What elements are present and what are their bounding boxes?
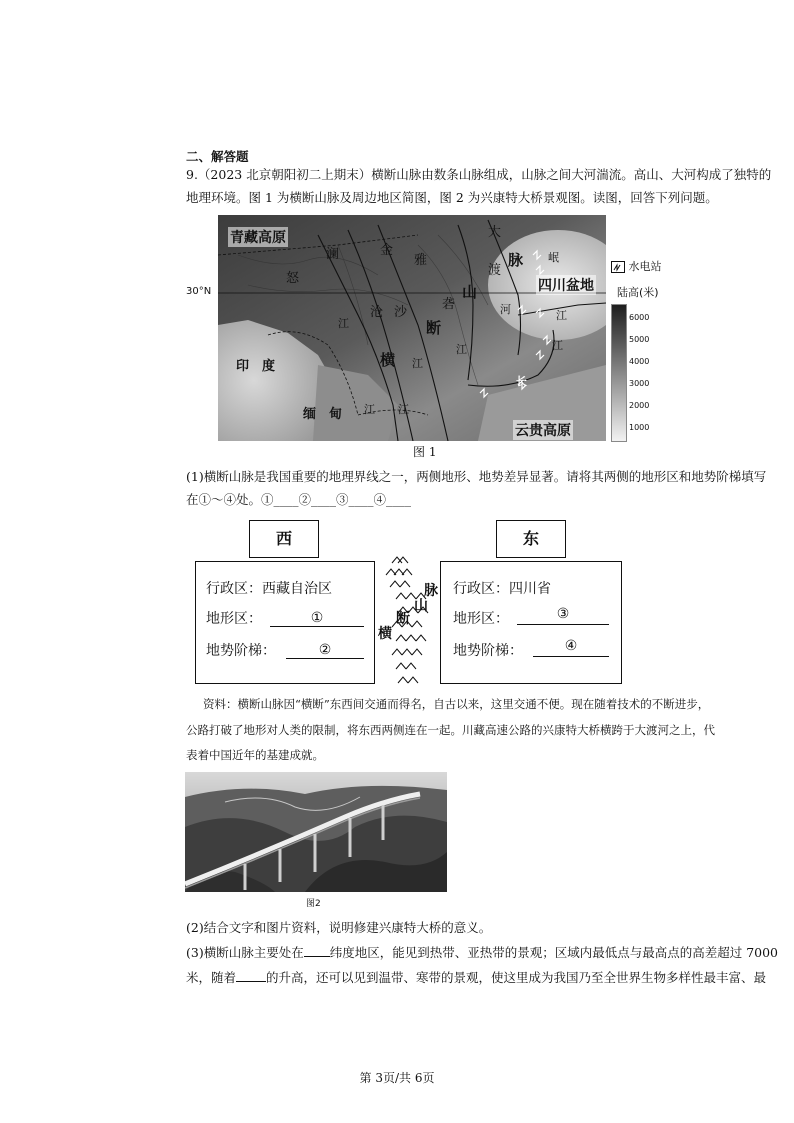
west-panel	[195, 561, 375, 684]
mountain-char: 横	[378, 626, 392, 642]
legend-tick: 6000	[629, 313, 650, 322]
question-line-2: 地理环境。图 1 为横断山脉及周边地区简图，图 2 为兴康特大桥景观图。读图，回答下列问题。	[186, 190, 718, 205]
blank-4: ④	[533, 638, 609, 657]
west-step-label: 地势阶梯：	[206, 643, 276, 659]
blank-3: ③	[517, 606, 609, 625]
legend-tick: 4000	[629, 357, 650, 366]
river-char: 金	[380, 243, 394, 258]
q3-line-2-b: 的升高，还可以见到温带、寒带的景观，使这里成为我国乃至全世界生物多样性最丰富、最	[266, 970, 767, 985]
elevation-scale-bar	[611, 304, 627, 442]
river-char: 沧	[370, 305, 384, 320]
q3-line-2	[186, 968, 766, 988]
river-char: 河	[500, 303, 511, 316]
q2-text: (2)结合文字和图片资料，说明修建兴康特大桥的意义。	[186, 920, 492, 935]
figure1-map	[218, 215, 606, 441]
q3-blank-1[interactable]	[304, 944, 330, 957]
figure2-caption: 图2	[306, 899, 321, 909]
river-char: 岷	[548, 251, 559, 264]
figure2-photo	[185, 772, 447, 892]
label-qinghai-tibet: 青藏高原	[228, 227, 288, 247]
river-char: 江	[456, 343, 467, 356]
section-heading: 二、解答题	[186, 149, 249, 164]
blank-1: ①	[270, 610, 364, 627]
river-char: 砻	[442, 297, 456, 312]
mountain-char: 脉	[424, 583, 438, 599]
east-panel	[440, 561, 622, 684]
range-char: 断	[426, 319, 442, 337]
river-char: 江	[412, 357, 423, 370]
blank-2: ②	[286, 642, 364, 659]
river-char: 江	[364, 403, 375, 416]
range-char: 山	[462, 283, 478, 301]
material-line-2: 公路打破了地形对人类的限制，将东西两侧连在一起。川藏高速公路的兴康特大桥横跨于大渡河之上，代	[186, 723, 715, 737]
question-line-1: 9.（2023 北京朝阳初二上期末）横断山脉由数条山脉组成，山脉之间大河湍流。高山、大河构成了独特的	[186, 167, 772, 182]
river-char: 渡	[488, 263, 502, 278]
bridge-photo-svg	[185, 772, 447, 892]
east-admin: 行政区：四川省	[453, 581, 551, 597]
legend-tick: 1000	[629, 423, 650, 432]
west-admin: 行政区：西藏自治区	[206, 581, 332, 597]
label-yungui: 云贵高原	[513, 420, 573, 440]
range-char: 脉	[508, 251, 524, 269]
mountain-char: 山	[414, 598, 428, 614]
river-char: 澜	[326, 247, 340, 262]
page-footer: 第 3页/共 6页	[359, 1071, 435, 1085]
river-char: 江	[398, 403, 409, 416]
label-sichuan-basin: 四川盆地	[536, 275, 596, 295]
legend-tick: 5000	[629, 335, 650, 344]
material-line-1: 资料：横断山脉因“横断”东西间交通而得名，自古以来，这里交通不便。现在随着技术的不断进步，	[203, 697, 710, 711]
legend-hydro	[611, 258, 662, 274]
legend-tick: 2000	[629, 401, 650, 410]
river-char: 大	[488, 225, 502, 240]
legend-elev-title: 陆高(米)	[617, 286, 659, 299]
river-char: 怒	[286, 271, 300, 286]
river-char: 雅	[414, 253, 428, 268]
legend-tick: 3000	[629, 379, 650, 388]
material-line-3: 表着中国近年的基建成就。	[186, 748, 324, 762]
mountain-char: 断	[396, 611, 410, 627]
q1-line-2: 在①～④处。①____②____③____④____	[186, 492, 412, 507]
west-title-box: 西	[249, 520, 319, 558]
river-char: 长	[516, 375, 527, 388]
label-india: 印 度	[236, 359, 276, 374]
east-title-box: 东	[496, 520, 566, 558]
river-char: 江	[338, 317, 349, 330]
river-char: 江	[552, 339, 563, 352]
figure1-caption: 图 1	[413, 445, 437, 459]
q1-line-1: (1)横断山脉是我国重要的地理界线之一，两侧地形、地势差异显著。请将其两侧的地形区和地势阶梯填写	[186, 469, 767, 484]
river-char: 沙	[394, 305, 408, 320]
label-myanmar: 缅 甸	[303, 407, 343, 422]
range-char: 横	[380, 351, 396, 369]
hydro-station-icon	[611, 261, 625, 273]
lat-label: 30°N	[186, 286, 212, 297]
mountain-illustration	[378, 553, 440, 688]
q3-line-1	[186, 943, 778, 963]
q3-line-1-a: (3)横断山脉主要处在	[186, 945, 304, 960]
west-terrain-label: 地形区：	[206, 611, 262, 627]
legend-hydro-label: 水电站	[628, 260, 662, 273]
q3-line-2-a: 米，随着	[186, 970, 237, 985]
east-terrain-label: 地形区：	[453, 611, 509, 627]
river-char: 江	[556, 309, 567, 322]
q3-blank-2[interactable]	[236, 969, 266, 982]
q3-line-1-b: 纬度地区，能见到热带、亚热带的景观；区域内最低点与最高点的高差超过 7000	[329, 945, 779, 960]
east-step-label: 地势阶梯：	[453, 643, 523, 659]
